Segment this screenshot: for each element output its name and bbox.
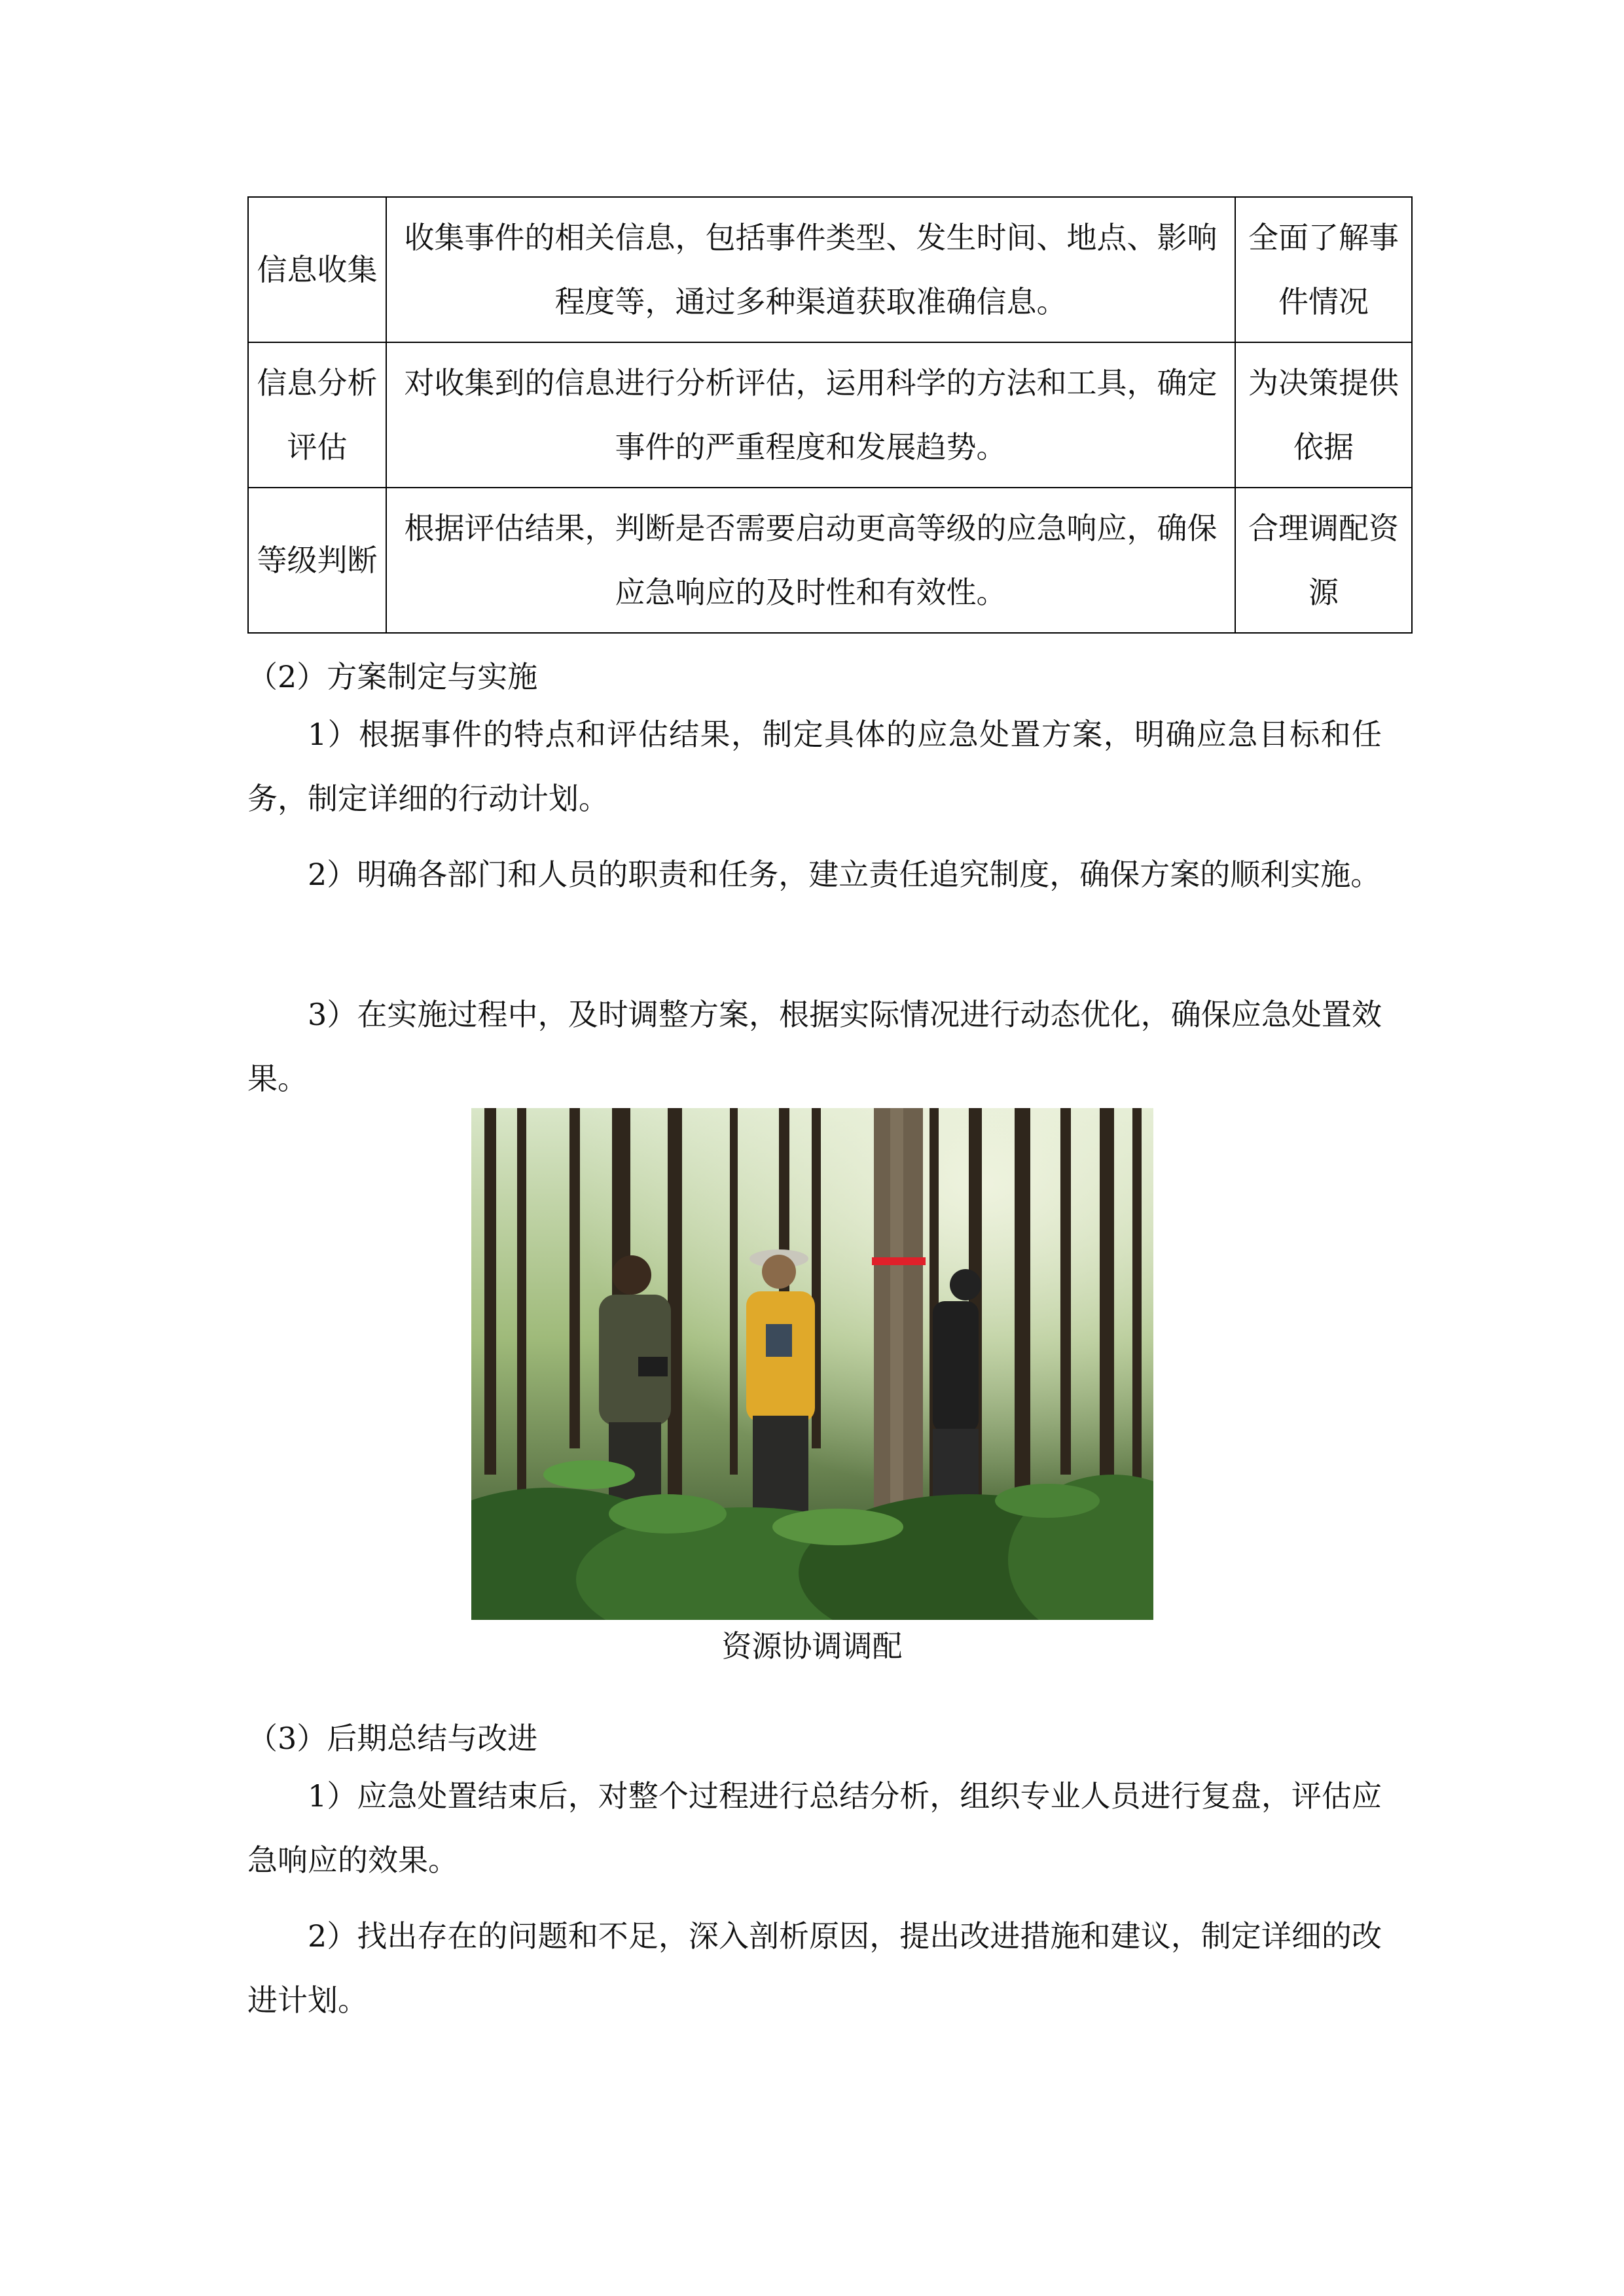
red-ribbon	[872, 1257, 926, 1265]
goal-cell: 合理调配资源	[1235, 488, 1412, 633]
stage-cell: 信息分析评估	[248, 342, 386, 488]
person-right	[933, 1269, 981, 1514]
paragraph: 3）在实施过程中，及时调整方案，根据实际情况进行动态优化，确保应急处置效果。	[247, 997, 1382, 1096]
paragraph: 2）明确各部门和人员的职责和任务，建立责任追究制度，确保方案的顺利实施。	[308, 857, 1381, 892]
response-process-table	[247, 196, 1413, 634]
paragraph: 1）应急处置结束后，对整个过程进行总结分析，组织专业人员进行复盘，评估应急响应的效果。	[247, 1778, 1382, 1878]
table-row	[248, 342, 1412, 488]
figure-caption: 资源协调调配	[721, 1628, 903, 1664]
goal-cell: 为决策提供依据	[1235, 342, 1412, 488]
section-heading: （3）后期总结与改进	[247, 1721, 538, 1756]
table-row	[248, 488, 1412, 633]
description-cell: 收集事件的相关信息，包括事件类型、发生时间、地点、影响程度等，通过多种渠道获取准确信息。	[386, 197, 1235, 342]
goal-cell: 全面了解事件情况	[1235, 197, 1412, 342]
section-heading: （2）方案制定与实施	[247, 659, 538, 694]
paragraph: 1）根据事件的特点和评估结果，制定具体的应急处置方案，明确应急目标和任务，制定详细的行动计划。	[247, 717, 1382, 816]
stage-cell: 等级判断	[248, 488, 386, 633]
description-cell: 根据评估结果，判断是否需要启动更高等级的应急响应，确保应急响应的及时性和有效性。	[386, 488, 1235, 633]
paragraph: 2）找出存在的问题和不足，深入剖析原因，提出改进措施和建议，制定详细的改进计划。	[247, 1918, 1382, 2018]
forest-survey-photo	[471, 1108, 1153, 1620]
table-row	[248, 197, 1412, 342]
stage-cell: 信息收集	[248, 197, 386, 342]
description-cell: 对收集到的信息进行分析评估，运用科学的方法和工具，确定事件的严重程度和发展趋势。	[386, 342, 1235, 488]
